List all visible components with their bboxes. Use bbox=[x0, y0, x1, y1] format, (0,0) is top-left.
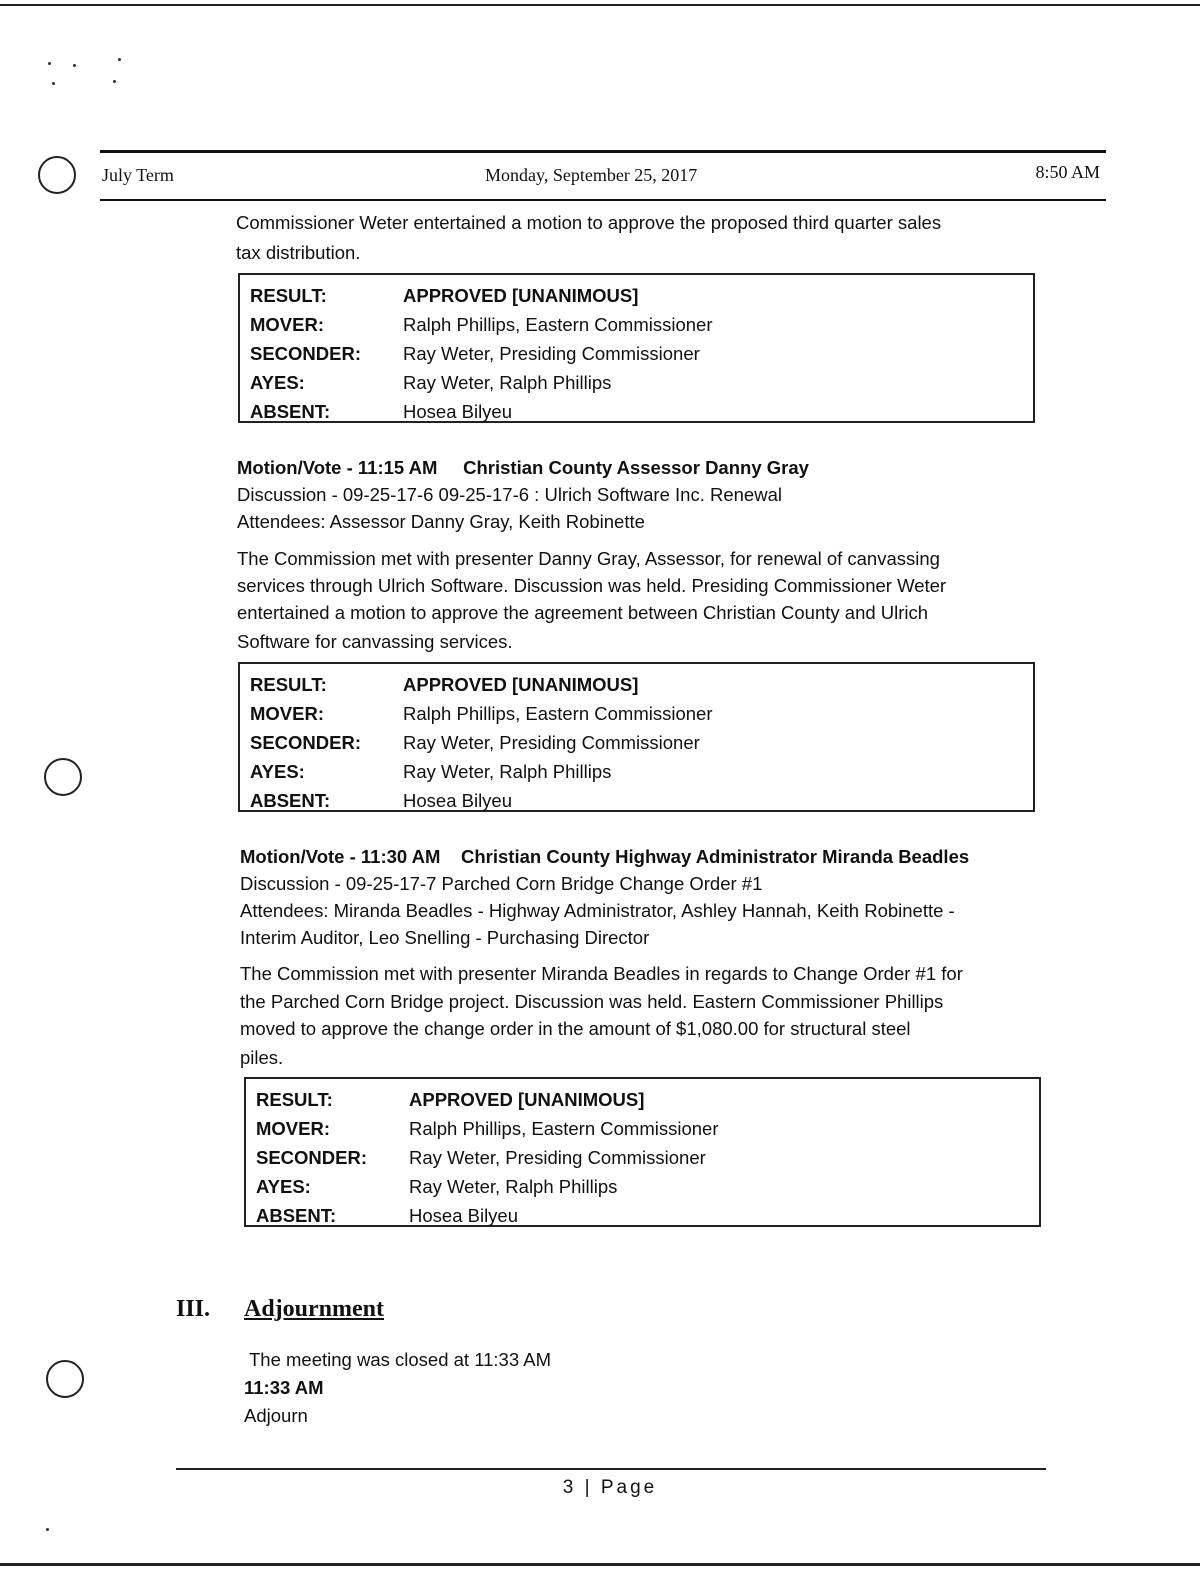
result-value: APPROVED [UNANIMOUS] bbox=[403, 285, 639, 306]
mover-label: MOVER: bbox=[250, 314, 324, 335]
scan-top-edge bbox=[0, 4, 1200, 6]
item3-body-line-3: moved to approve the change order in the amount of $1,080.00 for structural steel bbox=[240, 1018, 911, 1039]
mover-value: Ralph Phillips, Eastern Commissioner bbox=[409, 1118, 719, 1139]
ayes-value: Ray Weter, Ralph Phillips bbox=[403, 372, 612, 393]
vote-row-result bbox=[256, 1085, 1039, 1114]
seconder-label: SECONDER: bbox=[250, 732, 362, 753]
vote-row-seconder bbox=[250, 728, 1033, 757]
mover-label: MOVER: bbox=[250, 703, 324, 724]
intro-line-2: tax distribution. bbox=[236, 242, 361, 263]
item3-body-line-4: piles. bbox=[240, 1047, 284, 1068]
vote-row-ayes bbox=[250, 757, 1033, 786]
scan-speck bbox=[46, 1528, 49, 1531]
item2-heading-prefix: Motion/Vote - 11:15 AM bbox=[237, 457, 438, 478]
adjournment-action: Adjourn bbox=[244, 1405, 308, 1426]
absent-value: Hosea Bilyeu bbox=[403, 790, 513, 811]
vote-row-mover bbox=[250, 310, 1033, 339]
scan-bottom-edge bbox=[0, 1563, 1200, 1566]
absent-value: Hosea Bilyeu bbox=[409, 1205, 519, 1226]
seconder-label: SECONDER: bbox=[250, 343, 362, 364]
punch-hole-middle bbox=[44, 758, 82, 796]
adjournment-time: 11:33 AM bbox=[244, 1377, 324, 1398]
punch-hole-top bbox=[38, 156, 76, 194]
item3-heading bbox=[240, 844, 969, 870]
vote-row-result bbox=[250, 670, 1033, 699]
item3-heading-title: Christian County Highway Administrator Miranda Beadles bbox=[461, 846, 970, 867]
seconder-value: Ray Weter, Presiding Commissioner bbox=[403, 343, 700, 364]
vote-row-seconder bbox=[256, 1143, 1039, 1172]
absent-label: ABSENT: bbox=[250, 790, 331, 811]
item3-body-line-2: the Parched Corn Bridge project. Discussion was held. Eastern Commissioner Phillips bbox=[240, 991, 944, 1012]
item3-attendees-line-2: Interim Auditor, Leo Snelling - Purchasing Director bbox=[240, 927, 650, 948]
result-label: RESULT: bbox=[256, 1089, 333, 1110]
item2-discussion: Discussion - 09-25-17-6 09-25-17-6 : Ulrich Software Inc. Renewal bbox=[237, 484, 782, 505]
page-number: 3 | Page bbox=[562, 1477, 658, 1498]
vote-row-absent bbox=[250, 786, 1033, 815]
page-header bbox=[100, 150, 1106, 201]
seconder-label: SECONDER: bbox=[256, 1147, 368, 1168]
vote-row-absent bbox=[250, 397, 1033, 426]
item2-body-line-4: Software for canvassing services. bbox=[237, 631, 513, 652]
item3-attendees-line-1: Attendees: Miranda Beadles - Highway Administrator, Ashley Hannah, Keith Robinette - bbox=[240, 900, 955, 921]
scan-speck bbox=[113, 80, 116, 83]
seconder-value: Ray Weter, Presiding Commissioner bbox=[403, 732, 700, 753]
mover-value: Ralph Phillips, Eastern Commissioner bbox=[403, 703, 713, 724]
vote-table-2 bbox=[238, 662, 1035, 812]
item3-discussion: Discussion - 09-25-17-7 Parched Corn Bridge Change Order #1 bbox=[240, 873, 763, 894]
item3-heading-prefix: Motion/Vote - 11:30 AM bbox=[240, 846, 441, 867]
item2-heading bbox=[237, 455, 809, 481]
ayes-label: AYES: bbox=[250, 372, 305, 393]
mover-value: Ralph Phillips, Eastern Commissioner bbox=[403, 314, 713, 335]
mover-label: MOVER: bbox=[256, 1118, 330, 1139]
vote-table-3 bbox=[244, 1077, 1041, 1227]
ayes-value: Ray Weter, Ralph Phillips bbox=[409, 1176, 618, 1197]
scan-speck bbox=[73, 64, 76, 67]
adjournment-closed-text: The meeting was closed at 11:33 AM bbox=[249, 1349, 551, 1370]
scan-speck bbox=[118, 58, 121, 61]
vote-row-absent bbox=[256, 1201, 1039, 1230]
ayes-value: Ray Weter, Ralph Phillips bbox=[403, 761, 612, 782]
result-label: RESULT: bbox=[250, 285, 327, 306]
item2-heading-title: Christian County Assessor Danny Gray bbox=[463, 457, 809, 478]
vote-row-result bbox=[250, 281, 1033, 310]
header-time: 8:50 AM bbox=[1035, 162, 1100, 182]
vote-row-mover bbox=[256, 1114, 1039, 1143]
vote-row-ayes bbox=[250, 368, 1033, 397]
vote-row-mover bbox=[250, 699, 1033, 728]
result-value: APPROVED [UNANIMOUS] bbox=[403, 674, 639, 695]
ayes-label: AYES: bbox=[250, 761, 305, 782]
item2-attendees: Attendees: Assessor Danny Gray, Keith Robinette bbox=[237, 511, 645, 532]
item2-body-line-3: entertained a motion to approve the agreement between Christian County and Ulrich bbox=[237, 602, 929, 623]
result-value: APPROVED [UNANIMOUS] bbox=[409, 1089, 645, 1110]
seconder-value: Ray Weter, Presiding Commissioner bbox=[409, 1147, 706, 1168]
item2-body-line-2: services through Ulrich Software. Discussion was held. Presiding Commissioner Weter bbox=[237, 575, 947, 596]
header-date: Monday, September 25, 2017 bbox=[485, 165, 698, 185]
scan-speck bbox=[52, 82, 55, 85]
absent-value: Hosea Bilyeu bbox=[403, 401, 513, 422]
vote-row-ayes bbox=[256, 1172, 1039, 1201]
header-term: July Term bbox=[102, 165, 174, 185]
ayes-label: AYES: bbox=[256, 1176, 311, 1197]
vote-table-1 bbox=[238, 273, 1035, 423]
absent-label: ABSENT: bbox=[250, 401, 331, 422]
punch-hole-bottom bbox=[46, 1360, 84, 1398]
item2-body-line-1: The Commission met with presenter Danny Gray, Assessor, for renewal of canvassing bbox=[237, 548, 940, 569]
item3-body-line-1: The Commission met with presenter Miranda Beadles in regards to Change Order #1 for bbox=[240, 963, 963, 984]
section-title: Adjournment bbox=[244, 1296, 385, 1322]
absent-label: ABSENT: bbox=[256, 1205, 337, 1226]
footer-divider bbox=[176, 1468, 1046, 1470]
result-label: RESULT: bbox=[250, 674, 327, 695]
scan-speck bbox=[48, 62, 51, 65]
section-number: III. bbox=[176, 1296, 211, 1322]
vote-row-seconder bbox=[250, 339, 1033, 368]
intro-line-1: Commissioner Weter entertained a motion to approve the proposed third quarter sales bbox=[236, 212, 942, 233]
